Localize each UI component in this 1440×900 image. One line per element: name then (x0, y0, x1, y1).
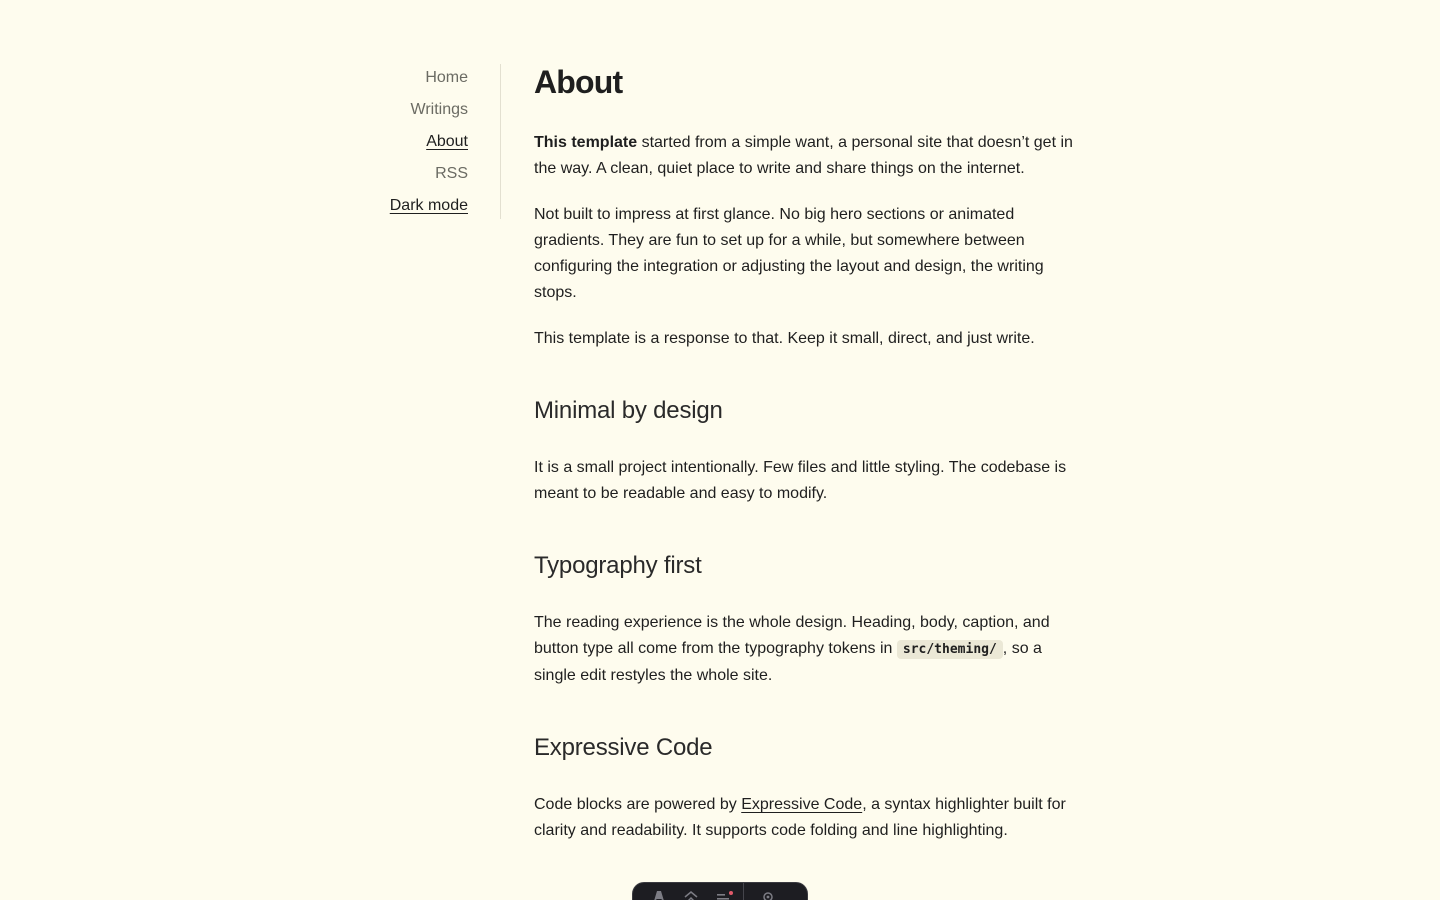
nav-link-home[interactable]: Home (425, 69, 468, 86)
paragraph-3: This template is a response to that. Keep it small, direct, and just write. (534, 330, 1035, 347)
intro-strong: This template (534, 134, 638, 151)
typography-text-before: The reading experience is the whole design. Heading, body, caption, and button type all come from the typography tokens in (534, 614, 1050, 657)
typography-text-after: , so a single edit restyles the whole site. (534, 640, 1042, 684)
intro-text: started from a simple want, a personal site that doesn’t get in the way. A clean, quiet place to write and share things on the internet. (534, 134, 1073, 177)
page-title: About (534, 64, 623, 100)
expressive-code-link[interactable]: Expressive Code (741, 796, 863, 813)
toolbar-divider (743, 883, 744, 900)
audit-icon[interactable] (707, 889, 739, 900)
section-body-expressive-code (534, 792, 1074, 844)
sidebar-nav (370, 64, 501, 219)
intro-paragraph (534, 130, 1074, 182)
paragraph-2: Not built to impress at first glance. No big hero sections or animated gradients. They are fun to set up for a while, but somewhere between configuring the integration or adjusting the layout and design, the writing stops. (534, 206, 1044, 301)
nav-list (370, 64, 500, 224)
section-heading-expressive-code: Expressive Code (534, 734, 713, 761)
section-body-minimal: It is a small project intentionally. Few files and little styling. The codebase is meant to be readable and easy to modify. (534, 459, 1067, 502)
section-body-typography (534, 610, 1074, 689)
settings-icon[interactable] (752, 889, 784, 900)
astro-icon[interactable] (643, 889, 675, 900)
inline-code-path: src/theming/ (897, 640, 1003, 659)
main-content (534, 58, 1074, 864)
expressive-text-after: , a syntax highlighter built for clarity and readability. It supports code folding and line highlighting. (534, 796, 1066, 839)
notification-dot (729, 891, 733, 895)
section-heading-typography: Typography first (534, 552, 702, 579)
section-heading-minimal: Minimal by design (534, 397, 723, 424)
nav-link-rss[interactable]: RSS (435, 165, 468, 182)
dark-mode-toggle[interactable]: Dark mode (389, 197, 468, 214)
dev-toolbar (632, 882, 808, 900)
nav-link-about[interactable]: About (426, 133, 468, 150)
expressive-text-before: Code blocks are powered by (534, 796, 742, 813)
inspect-icon[interactable] (675, 889, 707, 900)
nav-link-writings[interactable]: Writings (410, 101, 468, 118)
